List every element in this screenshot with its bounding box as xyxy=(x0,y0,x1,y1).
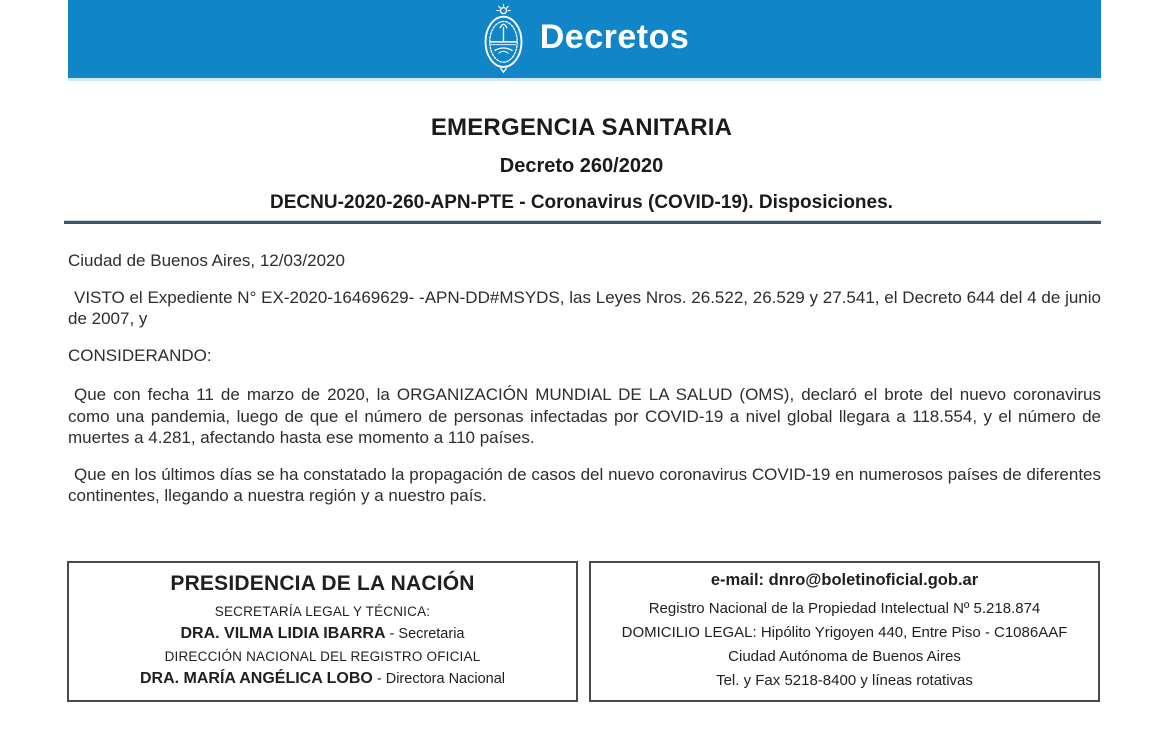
email-line: e-mail: dnro@boletinoficial.gob.ar xyxy=(710,571,979,589)
header-title: Decretos xyxy=(539,18,690,56)
secretary-name: DRA. VILMA LIDIA IBARRA xyxy=(180,625,386,642)
considerando-label: CONSIDERANDO: xyxy=(68,345,212,365)
registry-line: Registro Nacional de la Propiedad Intelectual Nº 5.218.874 xyxy=(648,599,1041,617)
director-role: - Directora Nacional xyxy=(372,671,506,687)
title-divider xyxy=(64,220,1101,224)
header-brand xyxy=(480,3,690,75)
considerando-paragraph-2: Que en los últimos días se ha constatado la propagación de casos del nuevo coronavirus COVID-19 en numerosos países de diferentes continentes, llegando a nuestra región y a nuestro país. xyxy=(68,464,1101,505)
presidencia-box xyxy=(67,561,578,702)
secretary-line xyxy=(180,625,464,643)
secretary-role: - Secretaria xyxy=(385,626,465,642)
presidencia-title: PRESIDENCIA DE LA NACIÓN xyxy=(170,572,475,595)
visto-paragraph: VISTO el Expediente N° EX-2020-16469629- -APN-DD#MSYDS, las Leyes Nros. 26.522, 26.529 y 27.541, el Decreto 644 del 4 de junio de 2007, y xyxy=(68,287,1101,328)
address-line: DOMICILIO LEGAL: Hipólito Yrigoyen 440, Entre Piso - C1086AAF xyxy=(621,623,1068,641)
dateline: Ciudad de Buenos Aires, 12/03/2020 xyxy=(68,251,345,270)
director-name: DRA. MARÍA ANGÉLICA LOBO xyxy=(139,670,373,687)
considerando-paragraph-1: Que con fecha 11 de marzo de 2020, la ORGANIZACIÓN MUNDIAL DE LA SALUD (OMS), declaró el brote del nuevo coronavirus como una pandemia, luego de que el número de personas infectadas por COVID-19 a nivel global llegara a 118.554, y el número de muertes a 4.281, afectando hasta ese momento a 110 países. xyxy=(68,385,1101,447)
city-line: Ciudad Autónoma de Buenos Aires xyxy=(728,647,961,665)
argentina-coat-of-arms-icon xyxy=(480,3,527,75)
director-line xyxy=(140,670,505,688)
document-title: EMERGENCIA SANITARIA xyxy=(430,114,733,141)
secretariat-label: SECRETARÍA LEGAL Y TÉCNICA: xyxy=(214,604,431,619)
contact-box xyxy=(589,561,1100,702)
decree-body xyxy=(68,250,1101,522)
decree-number: Decreto 260/2020 xyxy=(499,155,664,177)
direction-label: DIRECCIÓN NACIONAL DEL REGISTRO OFICIAL xyxy=(164,649,481,664)
phone-line: Tel. y Fax 5218-8400 y líneas rotativas xyxy=(716,671,973,689)
decretos-header-bar xyxy=(68,0,1101,81)
decree-reference: DECNU-2020-260-APN-PTE - Coronavirus (COVID-19). Disposiciones. xyxy=(270,192,893,213)
